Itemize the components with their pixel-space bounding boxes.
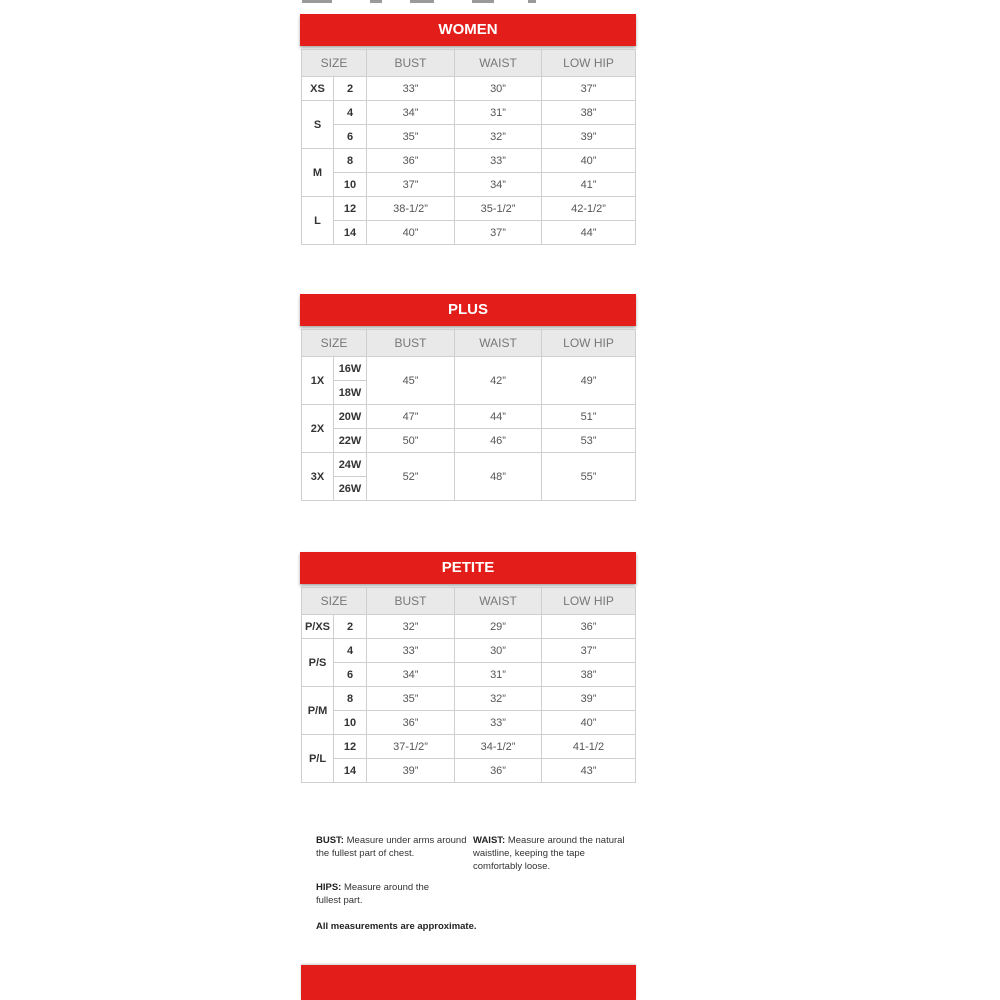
size-group-label: P/XS [302, 615, 334, 639]
cropped-mark [370, 0, 382, 3]
size-number: 24W [334, 453, 367, 477]
waist-header: WAIST [455, 50, 542, 77]
size-number: 4 [334, 101, 367, 125]
bust-value: 37-1/2” [367, 735, 455, 759]
table-row [302, 759, 636, 783]
bust-value: 32” [367, 615, 455, 639]
bust-header: BUST [367, 588, 455, 615]
table-row [302, 453, 636, 477]
low-hip-value: 39” [542, 687, 636, 711]
table-row [302, 663, 636, 687]
table-row [302, 197, 636, 221]
size-number: 20W [334, 405, 367, 429]
waist-header: WAIST [455, 330, 542, 357]
size-number: 12 [334, 197, 367, 221]
waist-value: 35-1/2” [455, 197, 542, 221]
size-number: 14 [334, 221, 367, 245]
women-banner: WOMEN [300, 14, 636, 46]
bust-value: 39” [367, 759, 455, 783]
size-header: SIZE [302, 330, 367, 357]
low-hip-value: 38” [542, 101, 636, 125]
bust-header: BUST [367, 330, 455, 357]
petite-banner: PETITE [300, 552, 636, 584]
table-row [302, 125, 636, 149]
bust-value: 36” [367, 149, 455, 173]
plus-size-table [301, 329, 636, 501]
table-row [302, 615, 636, 639]
table-row [302, 101, 636, 125]
bust-value: 35” [367, 687, 455, 711]
low-hip-value: 37” [542, 77, 636, 101]
table-header-row [302, 330, 636, 357]
low-hip-header: LOW HIP [542, 588, 636, 615]
size-group-label: P/S [302, 639, 334, 687]
size-number: 2 [334, 77, 367, 101]
size-number: 10 [334, 173, 367, 197]
cropped-mark [472, 0, 494, 3]
hips-note-text: Measure around the fullest part. [316, 882, 430, 906]
waist-value: 32” [455, 687, 542, 711]
bust-note-text: Measure under arms around the fullest part of chest. [316, 835, 467, 859]
low-hip-value: 41” [542, 173, 636, 197]
size-number: 10 [334, 711, 367, 735]
waist-value: 30” [455, 77, 542, 101]
bust-value: 52” [367, 453, 455, 501]
size-number: 2 [334, 615, 367, 639]
waist-header: WAIST [455, 588, 542, 615]
bust-value: 38-1/2” [367, 197, 455, 221]
approximate-disclaimer: All measurements are approximate. [316, 921, 477, 932]
size-number: 14 [334, 759, 367, 783]
size-number: 8 [334, 149, 367, 173]
table-header-row [302, 588, 636, 615]
low-hip-value: 49” [542, 357, 636, 405]
size-header: SIZE [302, 50, 367, 77]
women-size-section [300, 14, 636, 245]
cropped-mark [528, 0, 536, 3]
low-hip-header: LOW HIP [542, 50, 636, 77]
bust-header: BUST [367, 50, 455, 77]
low-hip-value: 40” [542, 711, 636, 735]
bust-value: 35” [367, 125, 455, 149]
size-group-label: 2X [302, 405, 334, 453]
size-group-label: P/L [302, 735, 334, 783]
bust-value: 36” [367, 711, 455, 735]
hips-note-label: HIPS: [316, 882, 342, 893]
waist-value: 34” [455, 173, 542, 197]
women-size-table [301, 49, 636, 245]
size-group-label: L [302, 197, 334, 245]
low-hip-value: 38” [542, 663, 636, 687]
petite-size-table [301, 587, 636, 783]
waist-value: 36” [455, 759, 542, 783]
bust-value: 34” [367, 101, 455, 125]
waist-value: 46” [455, 429, 542, 453]
plus-size-section [300, 294, 636, 501]
bust-value: 34” [367, 663, 455, 687]
waist-note [473, 834, 628, 873]
waist-note-text: Measure around the natural waistline, keeping the tape comfortably loose. [473, 835, 625, 872]
plus-banner: PLUS [300, 294, 636, 326]
bottom-red-banner [301, 965, 636, 1000]
table-row [302, 687, 636, 711]
low-hip-value: 44” [542, 221, 636, 245]
waist-value: 33” [455, 149, 542, 173]
table-row [302, 429, 636, 453]
waist-value: 31” [455, 663, 542, 687]
size-number: 12 [334, 735, 367, 759]
waist-value: 29” [455, 615, 542, 639]
low-hip-value: 40” [542, 149, 636, 173]
table-header-row [302, 50, 636, 77]
bust-value: 47” [367, 405, 455, 429]
size-group-label: M [302, 149, 334, 197]
table-row [302, 357, 636, 381]
bust-note-label: BUST: [316, 835, 344, 846]
size-number: 22W [334, 429, 367, 453]
size-number: 6 [334, 663, 367, 687]
size-header: SIZE [302, 588, 367, 615]
cropped-mark [302, 0, 332, 3]
size-number: 16W [334, 357, 367, 381]
low-hip-value: 41-1/2 [542, 735, 636, 759]
size-group-label: 3X [302, 453, 334, 501]
size-group-label: S [302, 101, 334, 149]
waist-value: 30” [455, 639, 542, 663]
waist-value: 32” [455, 125, 542, 149]
table-row [302, 173, 636, 197]
waist-value: 48” [455, 453, 542, 501]
table-row [302, 639, 636, 663]
low-hip-value: 43” [542, 759, 636, 783]
low-hip-value: 36” [542, 615, 636, 639]
size-number: 8 [334, 687, 367, 711]
waist-note-label: WAIST: [473, 835, 506, 846]
hips-note [316, 881, 456, 907]
bust-value: 37” [367, 173, 455, 197]
waist-value: 44” [455, 405, 542, 429]
bust-note [316, 834, 476, 860]
table-row [302, 405, 636, 429]
size-number: 26W [334, 477, 367, 501]
size-group-label: P/M [302, 687, 334, 735]
table-row [302, 77, 636, 101]
bust-value: 50” [367, 429, 455, 453]
bust-value: 40” [367, 221, 455, 245]
bust-value: 45” [367, 357, 455, 405]
size-number: 18W [334, 381, 367, 405]
table-row [302, 711, 636, 735]
waist-value: 37” [455, 221, 542, 245]
low-hip-value: 39” [542, 125, 636, 149]
size-group-label: 1X [302, 357, 334, 405]
low-hip-value: 55” [542, 453, 636, 501]
bust-value: 33” [367, 639, 455, 663]
low-hip-header: LOW HIP [542, 330, 636, 357]
size-number: 4 [334, 639, 367, 663]
waist-value: 31” [455, 101, 542, 125]
petite-size-section [300, 552, 636, 783]
low-hip-value: 53” [542, 429, 636, 453]
table-row [302, 149, 636, 173]
size-number: 6 [334, 125, 367, 149]
top-cropped-strip [300, 0, 636, 4]
cropped-mark [410, 0, 434, 3]
low-hip-value: 37” [542, 639, 636, 663]
low-hip-value: 51” [542, 405, 636, 429]
bust-value: 33” [367, 77, 455, 101]
waist-value: 33” [455, 711, 542, 735]
low-hip-value: 42-1/2” [542, 197, 636, 221]
waist-value: 34-1/2” [455, 735, 542, 759]
table-row [302, 221, 636, 245]
table-row [302, 735, 636, 759]
size-group-label: XS [302, 77, 334, 101]
waist-value: 42” [455, 357, 542, 405]
